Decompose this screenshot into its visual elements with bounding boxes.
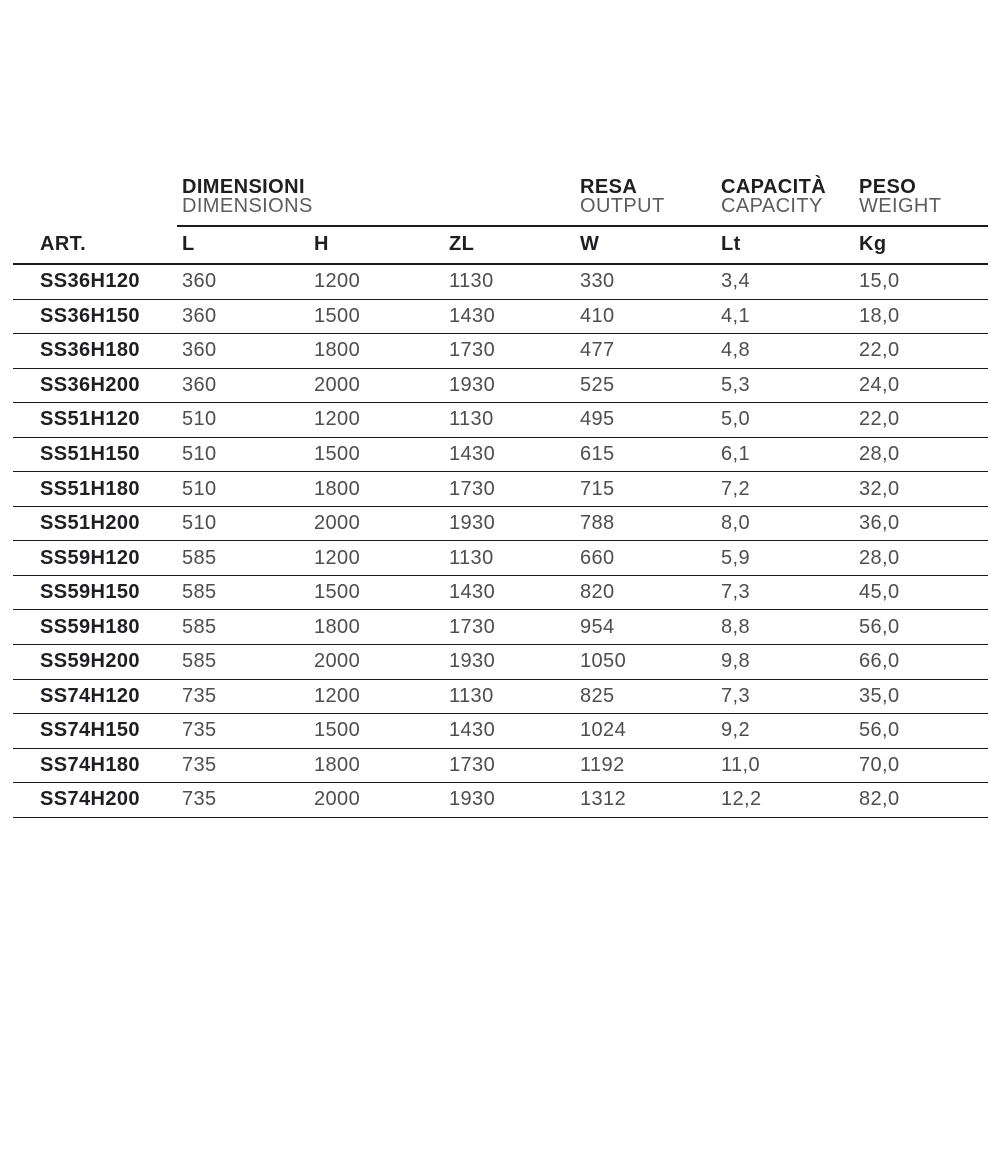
group-label-italian: CAPACITÀ xyxy=(721,176,827,198)
group-spacer xyxy=(314,170,449,227)
article-code: SS59H150 xyxy=(40,581,140,604)
group-label-italian: RESA xyxy=(580,176,638,198)
article-code: SS51H180 xyxy=(40,477,140,500)
cell-l: 360 xyxy=(182,373,217,396)
cell-h: 1200 xyxy=(314,408,361,431)
article-code: SS74H180 xyxy=(40,753,140,776)
column-header-w: W xyxy=(580,233,600,255)
cell-kg: 66,0 xyxy=(859,650,900,673)
cell-kg: 56,0 xyxy=(859,615,900,638)
article-code: SS36H180 xyxy=(40,339,140,362)
cell-h: 2000 xyxy=(314,650,361,673)
group-weight xyxy=(859,170,988,227)
spec-table xyxy=(13,170,988,818)
cell-lt: 6,1 xyxy=(721,443,751,465)
cell-kg: 22,0 xyxy=(859,339,900,362)
table-row xyxy=(13,300,988,335)
cell-h: 1500 xyxy=(314,581,361,604)
article-code: SS51H150 xyxy=(40,443,140,465)
column-header-lt: Lt xyxy=(721,233,741,255)
cell-h: 1500 xyxy=(314,304,361,327)
cell-l: 585 xyxy=(182,615,217,638)
cell-h: 1200 xyxy=(314,546,361,569)
cell-w: 330 xyxy=(580,270,615,293)
cell-h: 1200 xyxy=(314,270,361,293)
cell-lt: 5,0 xyxy=(721,408,751,431)
cell-zl: 1130 xyxy=(449,270,494,293)
cell-w: 1312 xyxy=(580,788,627,811)
cell-zl: 1930 xyxy=(449,650,496,673)
cell-l: 510 xyxy=(182,477,217,500)
cell-lt: 9,2 xyxy=(721,719,751,742)
column-header-l: L xyxy=(182,233,195,255)
cell-lt: 7,2 xyxy=(721,477,751,500)
cell-kg: 82,0 xyxy=(859,788,900,811)
cell-zl: 1930 xyxy=(449,788,496,811)
cell-h: 1800 xyxy=(314,339,361,362)
cell-w: 788 xyxy=(580,512,615,535)
cell-w: 615 xyxy=(580,443,615,465)
table-row xyxy=(13,783,988,818)
cell-zl: 1130 xyxy=(449,408,494,431)
cell-zl: 1430 xyxy=(449,581,496,604)
column-header-zl: ZL xyxy=(449,233,475,255)
cell-w: 825 xyxy=(580,684,615,707)
cell-zl: 1130 xyxy=(449,684,494,707)
cell-w: 715 xyxy=(580,477,615,500)
column-header-row xyxy=(13,227,988,265)
cell-lt: 8,8 xyxy=(721,615,751,638)
cell-kg: 18,0 xyxy=(859,304,900,327)
cell-h: 1500 xyxy=(314,719,361,742)
cell-zl: 1730 xyxy=(449,339,496,362)
cell-zl: 1930 xyxy=(449,512,496,535)
cell-lt: 5,9 xyxy=(721,546,751,569)
cell-kg: 24,0 xyxy=(859,373,900,396)
cell-l: 360 xyxy=(182,339,217,362)
cell-l: 360 xyxy=(182,304,217,327)
cell-kg: 70,0 xyxy=(859,753,900,776)
table-row xyxy=(13,541,988,576)
column-header-art: ART. xyxy=(40,233,87,255)
group-label-italian: DIMENSIONI xyxy=(182,176,305,198)
table-row xyxy=(13,610,988,645)
article-code: SS59H200 xyxy=(40,650,140,673)
cell-h: 1800 xyxy=(314,477,361,500)
cell-h: 1800 xyxy=(314,615,361,638)
cell-l: 735 xyxy=(182,719,217,742)
table-row xyxy=(13,334,988,369)
cell-l: 585 xyxy=(182,650,217,673)
group-label-english: DIMENSIONS xyxy=(182,195,313,217)
cell-kg: 28,0 xyxy=(859,443,900,465)
cell-kg: 32,0 xyxy=(859,477,900,500)
group-capacity xyxy=(721,170,859,227)
group-label-english: OUTPUT xyxy=(580,195,665,217)
cell-zl: 1430 xyxy=(449,304,496,327)
article-code: SS51H200 xyxy=(40,512,140,535)
cell-kg: 22,0 xyxy=(859,408,900,431)
cell-w: 660 xyxy=(580,546,615,569)
cell-kg: 36,0 xyxy=(859,512,900,535)
cell-kg: 28,0 xyxy=(859,546,900,569)
cell-zl: 1730 xyxy=(449,477,496,500)
article-code: SS36H120 xyxy=(40,270,140,293)
group-dimensions xyxy=(182,170,314,227)
table-row xyxy=(13,749,988,784)
cell-h: 2000 xyxy=(314,788,361,811)
table-row xyxy=(13,507,988,542)
cell-h: 1800 xyxy=(314,753,361,776)
cell-l: 510 xyxy=(182,408,217,431)
cell-l: 510 xyxy=(182,443,217,465)
cell-zl: 1730 xyxy=(449,615,496,638)
article-code: SS59H120 xyxy=(40,546,140,569)
group-output xyxy=(580,170,721,227)
cell-lt: 4,1 xyxy=(721,304,751,327)
group-spacer xyxy=(13,170,182,227)
table-group-header xyxy=(13,170,988,227)
cell-lt: 7,3 xyxy=(721,684,751,707)
cell-w: 1024 xyxy=(580,719,627,742)
cell-kg: 15,0 xyxy=(859,270,900,293)
article-code: SS74H120 xyxy=(40,684,140,707)
cell-l: 735 xyxy=(182,684,217,707)
group-spacer xyxy=(449,170,580,227)
cell-zl: 1730 xyxy=(449,753,496,776)
cell-h: 2000 xyxy=(314,512,361,535)
cell-zl: 1430 xyxy=(449,719,496,742)
cell-lt: 9,8 xyxy=(721,650,751,673)
table-row xyxy=(13,265,988,300)
cell-lt: 7,3 xyxy=(721,581,751,604)
cell-w: 820 xyxy=(580,581,615,604)
cell-zl: 1430 xyxy=(449,443,496,465)
cell-w: 1050 xyxy=(580,650,627,673)
table-row xyxy=(13,714,988,749)
article-code: SS36H200 xyxy=(40,373,140,396)
article-code: SS36H150 xyxy=(40,304,140,327)
cell-w: 477 xyxy=(580,339,615,362)
cell-lt: 3,4 xyxy=(721,270,751,293)
cell-l: 585 xyxy=(182,546,217,569)
article-code: SS51H120 xyxy=(40,408,140,431)
cell-l: 735 xyxy=(182,753,217,776)
cell-l: 585 xyxy=(182,581,217,604)
cell-h: 1200 xyxy=(314,684,361,707)
table-row xyxy=(13,645,988,680)
article-code: SS74H150 xyxy=(40,719,140,742)
cell-lt: 8,0 xyxy=(721,512,751,535)
table-row xyxy=(13,403,988,438)
group-header-divider xyxy=(177,225,988,227)
table-row xyxy=(13,680,988,715)
table-row xyxy=(13,472,988,507)
column-header-kg: Kg xyxy=(859,233,887,255)
table-row xyxy=(13,576,988,611)
cell-zl: 1130 xyxy=(449,546,494,569)
table-row xyxy=(13,369,988,404)
cell-lt: 4,8 xyxy=(721,339,751,362)
table-row xyxy=(13,438,988,473)
article-code: SS59H180 xyxy=(40,615,140,638)
column-header-h: H xyxy=(314,233,329,255)
cell-zl: 1930 xyxy=(449,373,496,396)
article-code: SS74H200 xyxy=(40,788,140,811)
table-body xyxy=(13,265,988,818)
cell-kg: 35,0 xyxy=(859,684,900,707)
cell-w: 410 xyxy=(580,304,615,327)
cell-h: 2000 xyxy=(314,373,361,396)
group-label-english: CAPACITY xyxy=(721,195,823,217)
cell-lt: 5,3 xyxy=(721,373,751,396)
cell-lt: 11,0 xyxy=(721,753,761,776)
cell-h: 1500 xyxy=(314,443,361,465)
group-label-italian: PESO xyxy=(859,176,917,198)
cell-l: 360 xyxy=(182,270,217,293)
cell-w: 525 xyxy=(580,373,615,396)
cell-kg: 45,0 xyxy=(859,581,900,604)
cell-lt: 12,2 xyxy=(721,788,762,811)
cell-l: 510 xyxy=(182,512,217,535)
cell-kg: 56,0 xyxy=(859,719,900,742)
group-label-english: WEIGHT xyxy=(859,195,942,217)
cell-w: 495 xyxy=(580,408,615,431)
cell-w: 954 xyxy=(580,615,615,638)
cell-l: 735 xyxy=(182,788,217,811)
cell-w: 1192 xyxy=(580,753,625,776)
